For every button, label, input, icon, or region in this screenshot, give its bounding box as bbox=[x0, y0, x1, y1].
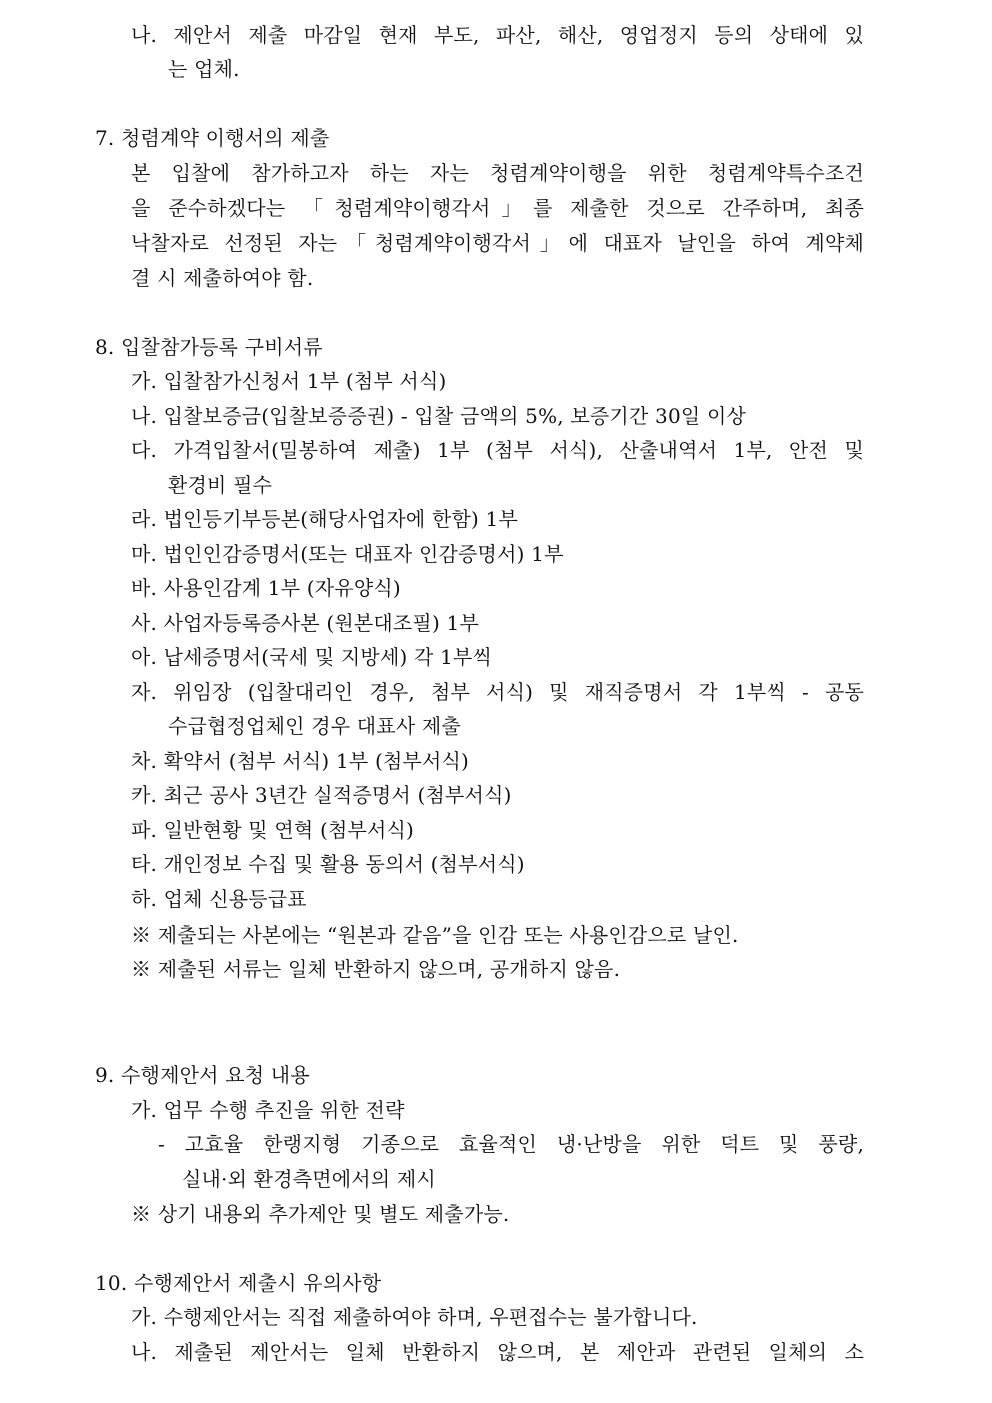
section9-note: ※ 상기 내용외 추가제안 및 별도 제출가능. bbox=[131, 1202, 510, 1226]
section8-item-ra: 라. 법인등기부등본(해당사업자에 한함) 1부 bbox=[131, 507, 518, 531]
section8-item-ja-cont: 수급협정업체인 경우 대표사 제출 bbox=[168, 714, 461, 738]
section7-para-line-2: 을 준수하겠다는 「청렴계약이행각서」를 제출한 것으로 간주하며, 최종 bbox=[131, 196, 864, 220]
section8-item-cha: 차. 확약서 (첨부 서식) 1부 (첨부서식) bbox=[131, 749, 470, 773]
section8-item-da: 다. 가격입찰서(밀봉하여 제출) 1부 (첨부 서식), 산출내역서 1부, 안전 및 bbox=[131, 438, 864, 462]
section8-item-ga: 가. 입찰참가신청서 1부 (첨부 서식) bbox=[131, 369, 447, 393]
section8-note-2: ※ 제출된 서류는 일체 반환하지 않으며, 공개하지 않음. bbox=[131, 957, 621, 981]
section7-para-line-3: 낙찰자로 선정된 자는「청렴계약이행각서」에 대표자 날인을 하여 계약체 bbox=[131, 231, 864, 255]
section10-item-ga: 가. 수행제안서는 직접 제출하여야 하며, 우편접수는 불가합니다. bbox=[131, 1305, 698, 1329]
section6-item-na: 나. 제안서 제출 마감일 현재 부도, 파산, 해산, 영업정지 등의 상태에 있 bbox=[131, 23, 864, 47]
section8-item-da-cont: 환경비 필수 bbox=[168, 473, 273, 497]
section8-item-na: 나. 입찰보증금(입찰보증증권) - 입찰 금액의 5%, 보증기간 30일 이상 bbox=[131, 404, 746, 428]
section7-heading: 7. 청렴계약 이행서의 제출 bbox=[95, 126, 330, 150]
section6-item-na-cont: 는 업체. bbox=[168, 57, 240, 81]
section8-item-ja: 자. 위임장 (입찰대리인 경우, 첨부 서식) 및 재직증명서 각 1부씩 - 공동 bbox=[131, 680, 864, 704]
section8-item-ba: 바. 사용인감계 1부 (자유양식) bbox=[131, 576, 401, 600]
section8-item-sa: 사. 사업자등록증사본 (원본대조필) 1부 bbox=[131, 611, 479, 635]
section8-note-1: ※ 제출되는 사본에는 “원본과 같음”을 인감 또는 사용인감으로 날인. bbox=[131, 923, 739, 947]
section7-para-line-1: 본 입찰에 참가하고자 하는 자는 청렴계약이행을 위한 청렴계약특수조건 bbox=[131, 161, 864, 185]
section7-para-line-4: 결 시 제출하여야 함. bbox=[131, 266, 314, 290]
section8-item-ha: 하. 업체 신용등급표 bbox=[131, 887, 307, 911]
section8-item-ta: 타. 개인정보 수집 및 활용 동의서 (첨부서식) bbox=[131, 852, 525, 876]
section9-heading: 9. 수행제안서 요청 내용 bbox=[95, 1063, 310, 1087]
section9-sub-item-cont: 실내·외 환경측면에서의 제시 bbox=[182, 1167, 436, 1191]
section10-item-na: 나. 제출된 제안서는 일체 반환하지 않으며, 본 제안과 관련된 일체의 소 bbox=[131, 1340, 864, 1364]
section8-item-ka: 카. 최근 공사 3년간 실적증명서 (첨부서식) bbox=[131, 783, 512, 807]
section8-item-pa: 파. 일반현황 및 연혁 (첨부서식) bbox=[131, 818, 415, 842]
section10-heading: 10. 수행제안서 제출시 유의사항 bbox=[95, 1271, 382, 1295]
section9-item-ga: 가. 업무 수행 추진을 위한 전략 bbox=[131, 1098, 405, 1122]
section9-sub-item: - 고효율 한랭지형 기종으로 효율적인 냉·난방을 위한 덕트 및 풍량, bbox=[158, 1132, 864, 1156]
section8-item-ma: 마. 법인인감증명서(또는 대표자 인감증명서) 1부 bbox=[131, 542, 564, 566]
section8-item-a: 아. 납세증명서(국세 및 지방세) 각 1부씩 bbox=[131, 645, 493, 669]
section8-heading: 8. 입찰참가등록 구비서류 bbox=[95, 335, 323, 359]
